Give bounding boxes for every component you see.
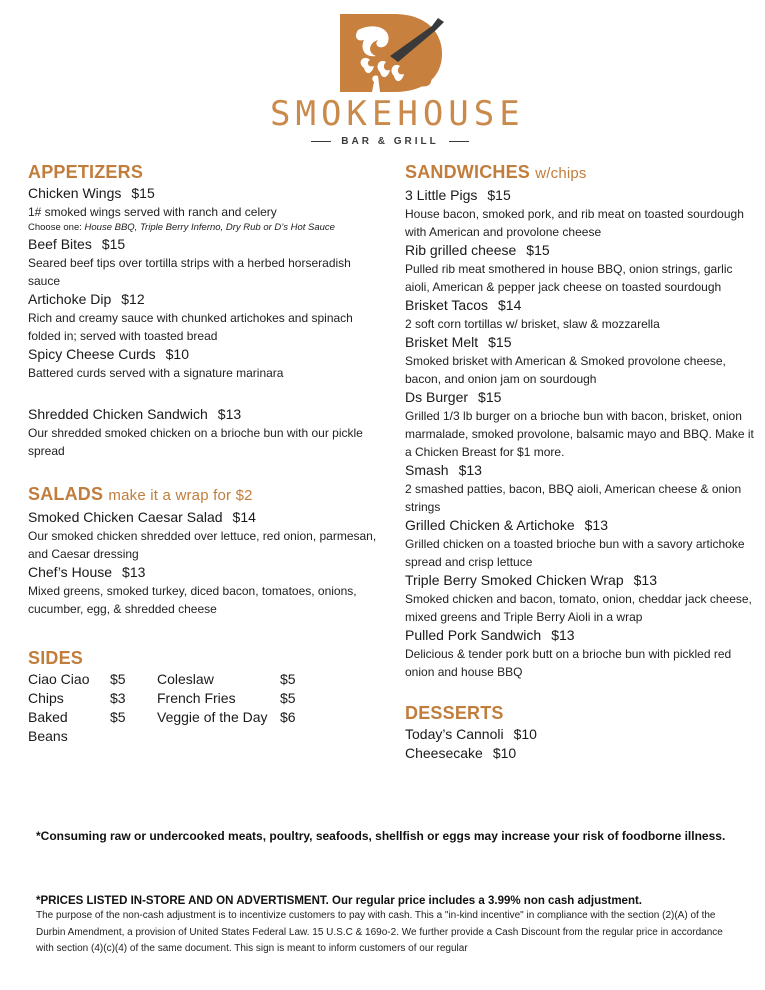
section-title-salads: SALADS make it a wrap for $2 (28, 484, 253, 504)
item-name: Triple Berry Smoked Chicken Wrap (405, 572, 624, 588)
item-price: $10 (165, 346, 189, 362)
item-name: Smash (405, 462, 449, 478)
menu-item (28, 184, 378, 235)
item-description: Smoked chicken and bacon, tomato, onion, cheddar jack cheese, mixed greens and Triple Berry Aioli in a wrap (405, 592, 752, 624)
section-title-appetizers: APPETIZERS (28, 162, 144, 182)
item-name: Ds Burger (405, 389, 469, 405)
pricing-notice-body: The purpose of the non-cash adjustment is to incentivize customers to pay with cash. This a "in-kind incentive" in compliance with the section (2)(A) of the Durbin Amendment, a provision of United States Federal Law. 15 U.S.C & 169o-2. We further provide a Cash Discount from the regular price in accordance with section (4)(c)(4) of the same document. This sign is meant to inform customers of our regular (36, 910, 723, 954)
item-description: 1# smoked wings served with ranch and celery (28, 205, 277, 219)
item-price: $15 (478, 389, 502, 405)
food-safety-notice: *Consuming raw or undercooked meats, poultry, seafoods, shellfish or eggs may increase your risk of foodborne illness. (36, 829, 726, 843)
right-column (405, 160, 755, 763)
menu-item (405, 333, 755, 388)
item-description: House bacon, smoked pork, and rib meat on toasted sourdough with American and provolone cheese (405, 207, 744, 239)
item-price: $13 (633, 572, 657, 588)
item-price: $13 (458, 462, 482, 478)
divider (311, 141, 331, 142)
svg-text:S: S (412, 59, 434, 94)
section-title-desserts: DESSERTS (405, 703, 504, 723)
menu-item (405, 744, 755, 763)
item-description: 2 smashed patties, bacon, BBQ aioli, American cheese & onion strings (405, 482, 742, 514)
item-name: Shredded Chicken Sandwich (28, 406, 208, 422)
side-name: Ciao Ciao (28, 671, 90, 687)
item-price: $14 (232, 509, 256, 525)
logo-wordmark: SMOKEHOUSE (270, 94, 525, 134)
item-name: Today’s Cannoli (405, 726, 504, 742)
menu-item (28, 345, 378, 382)
side-name: Chips (28, 690, 64, 706)
item-name: Smoked Chicken Caesar Salad (28, 509, 223, 525)
ds-monogram-icon (334, 12, 450, 94)
item-price: $13 (551, 627, 575, 643)
menu-item (28, 235, 378, 290)
item-description: Delicious & tender pork butt on a brioche bun with pickled red onion and house BBQ (405, 647, 732, 679)
salads-subtitle: make it a wrap for $2 (108, 487, 253, 504)
item-description: Our smoked chicken shredded over lettuce, red onion, parmesan, and Caesar dressing (28, 529, 377, 561)
section-title-sides: SIDES (28, 648, 84, 668)
menu-item (405, 186, 755, 241)
item-description: Rich and creamy sauce with chunked artichokes and spinach folded in; served with toasted bread (28, 311, 353, 343)
side-name: Coleslaw (157, 671, 214, 687)
item-name: Beef Bites (28, 236, 92, 252)
pricing-notice-heading: *PRICES LISTED IN-STORE AND ON ADVERTISMENT. Our regular price includes a 3.99% non cash adjustment. (36, 895, 643, 907)
menu-item (28, 290, 378, 345)
item-price: $12 (121, 291, 145, 307)
item-name: Chef’s House (28, 564, 113, 580)
item-price: $10 (513, 726, 537, 742)
side-price: $5 (110, 709, 126, 725)
side-price: $5 (280, 671, 296, 687)
tagline-text: BAR & GRILL (341, 136, 439, 147)
menu-item (405, 725, 755, 744)
item-description: Grilled chicken on a toasted brioche bun with a savory artichoke spread and crisp lettuce (405, 537, 745, 569)
item-price: $13 (217, 406, 242, 422)
item-description: Seared beef tips over tortilla strips with a herbed horseradish sauce (28, 256, 351, 288)
item-price: $15 (526, 242, 550, 258)
menu-item (405, 626, 755, 681)
menu-item (405, 516, 755, 571)
side-name: French Fries (157, 690, 236, 706)
item-description: Battered curds served with a signature marinara (28, 366, 284, 380)
item-price: $13 (584, 517, 608, 533)
menu-item (28, 508, 378, 563)
divider (449, 141, 469, 142)
item-price: $10 (492, 745, 517, 761)
menu-item (405, 388, 755, 461)
item-price: $13 (122, 564, 146, 580)
restaurant-logo (270, 8, 525, 148)
menu-item (405, 571, 755, 626)
logo-tagline (270, 136, 510, 147)
item-name: Brisket Melt (405, 334, 479, 350)
menu-item (405, 461, 755, 516)
side-price: $5 (110, 671, 126, 687)
menu-item (405, 241, 755, 296)
sandwiches-subtitle: w/chips (535, 165, 587, 182)
side-name: Veggie of the Day (157, 709, 268, 725)
item-price: $15 (488, 334, 512, 350)
side-price: $3 (110, 690, 126, 706)
item-description: 2 soft corn tortillas w/ brisket, slaw & mozzarella (405, 317, 660, 331)
item-price: $15 (131, 185, 155, 201)
sides-list (28, 670, 378, 746)
item-name: Spicy Cheese Curds (28, 346, 156, 362)
item-description: Mixed greens, smoked turkey, diced bacon, tomatoes, onions, cucumber, egg, & shredded cheese (28, 584, 357, 616)
item-name: 3 Little Pigs (405, 187, 478, 203)
item-name: Chicken Wings (28, 185, 122, 201)
item-name: Brisket Tacos (405, 297, 488, 313)
menu-item (28, 405, 378, 460)
menu-item (405, 296, 755, 333)
left-column (28, 160, 378, 746)
item-price: $15 (101, 236, 126, 252)
item-name: Artichoke Dip (28, 291, 112, 307)
side-price: $5 (280, 690, 296, 706)
item-name: Pulled Pork Sandwich (405, 627, 542, 643)
sauce-options: Choose one: House BBQ, Triple Berry Inferno, Dry Rub or D’s Hot Sauce (28, 222, 335, 233)
side-name: Baked Beans (28, 709, 68, 744)
item-description: Grilled 1/3 lb burger on a brioche bun with bacon, brisket, onion marmalade, smoked provolone, balsamic mayo and BBQ. Make it a Chicken Breast for $1 more. (405, 409, 754, 459)
item-name: Rib grilled cheese (405, 242, 517, 258)
menu-item (28, 563, 378, 618)
item-description: Our shredded smoked chicken on a brioche bun with our pickle spread (28, 426, 363, 458)
item-price: $14 (498, 297, 522, 313)
side-price: $6 (280, 709, 296, 725)
section-title-sandwiches: SANDWICHES w/chips (405, 162, 587, 182)
item-price: $15 (487, 187, 511, 203)
item-description: Smoked brisket with American & Smoked provolone cheese, bacon, and onion jam on sourdough (405, 354, 726, 386)
item-name: Grilled Chicken & Artichoke (405, 517, 575, 533)
item-description: Pulled rib meat smothered in house BBQ, onion strings, garlic aioli, American & pepper jack cheese on toasted sourdough (405, 262, 733, 294)
item-name: Cheesecake (405, 745, 483, 761)
